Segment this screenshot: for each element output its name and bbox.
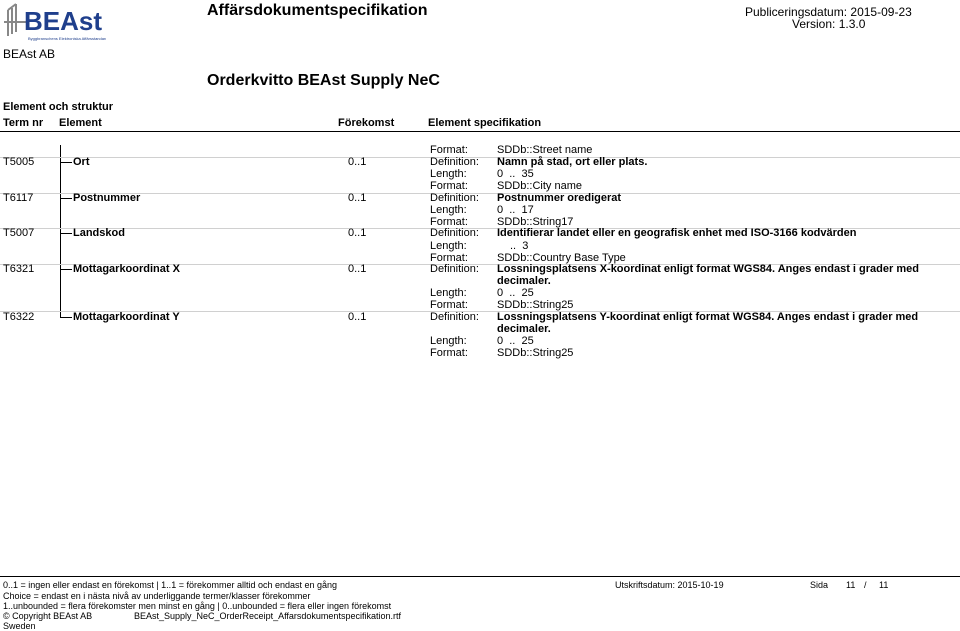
- tree-branch: [60, 317, 72, 318]
- pubdate-value: 2015-09-23: [850, 5, 912, 19]
- footer-legend-1: 0..1 = ingen eller endast en förekomst | 1..1 = förekommer alltid och endast en gång: [3, 580, 338, 590]
- row-element-name: Landskod: [73, 227, 125, 239]
- row-format-label: Format:: [430, 252, 468, 264]
- column-term-nr: Term nr: [3, 117, 44, 129]
- row-element-name: Mottagarkoordinat X: [73, 263, 180, 275]
- page-separator: /: [864, 580, 867, 590]
- row-length-label: Length:: [430, 168, 467, 180]
- row-occurrence: 0..1: [348, 156, 367, 168]
- row-length: 0 .. 25: [497, 287, 534, 299]
- row-definition: Lossningsplatsens X-koordinat enligt format WGS84. Anges endast i grader med: [497, 263, 919, 275]
- tree-connector: [60, 145, 61, 317]
- row-term: T5005: [3, 156, 35, 168]
- tree-branch: [60, 162, 72, 163]
- row-format-label: Format:: [430, 180, 468, 192]
- tree-branch: [60, 198, 72, 199]
- row-occurrence: 0..1: [348, 263, 367, 275]
- message-title: Orderkvitto BEAst Supply NeC: [207, 72, 440, 89]
- page-current: 11: [846, 580, 856, 590]
- logo-tagline: Byggbranschens Elektroniska Affärsstandard: [28, 36, 106, 41]
- row-definition-label: Definition:: [430, 227, 479, 239]
- beast-logo-graphic: [2, 2, 106, 42]
- row-definition: Postnummer oredigerat: [497, 192, 622, 204]
- footer-copyright: © Copyright BEAst AB: [3, 611, 93, 621]
- footer-country: Sweden: [3, 621, 36, 631]
- row-definition-label: Definition:: [430, 263, 479, 275]
- row-format-label: Format:: [430, 347, 468, 359]
- row-format: SDDb::String25: [497, 299, 574, 311]
- version: [792, 17, 865, 31]
- column-element-spec: Element specifikation: [428, 117, 542, 129]
- row-definition: Identifierar landet eller en geografisk enhet med ISO-3166 kodvärden: [497, 227, 857, 239]
- row-term: T5007: [3, 227, 35, 239]
- row-length: .. 3: [510, 240, 529, 252]
- row-format: SDDb::City name: [497, 180, 582, 192]
- section-heading: Element och struktur: [3, 101, 114, 113]
- row-occurrence: 0..1: [348, 192, 367, 204]
- printdate-value: 2015-10-19: [677, 580, 724, 590]
- printdate-label: Utskriftsdatum:: [615, 580, 676, 590]
- footer-filename: BEAst_Supply_NeC_OrderReceipt_Affarsdokumentspecifikation.rtf: [134, 611, 401, 621]
- page-total: 11: [879, 580, 889, 590]
- column-element: Element: [59, 117, 102, 129]
- beast-logo: [2, 2, 106, 42]
- row-length-label: Length:: [430, 240, 467, 252]
- row-element-name: Mottagarkoordinat Y: [73, 311, 180, 323]
- logo-wordmark: BEAst: [24, 6, 103, 36]
- tree-branch: [60, 269, 72, 270]
- row-format-label: Format:: [430, 216, 468, 228]
- document-title: Affärsdokumentspecifikation: [207, 2, 428, 19]
- row-separator: [0, 193, 960, 194]
- column-forekomst: Förekomst: [338, 117, 395, 129]
- row-definition-label: Definition:: [430, 192, 479, 204]
- row-term: T6321: [3, 263, 35, 275]
- row-definition-label: Definition:: [430, 311, 479, 323]
- row-term: T6117: [3, 192, 34, 204]
- row-length: 0 .. 17: [497, 204, 534, 216]
- row-format: SDDb::String25: [497, 347, 574, 359]
- row-length-label: Length:: [430, 287, 467, 299]
- row-element-name: Postnummer: [73, 192, 141, 204]
- row-format-label: Format:: [430, 299, 468, 311]
- row-separator: [0, 157, 960, 158]
- version-label: Version:: [792, 17, 836, 31]
- row-length-label: Length:: [430, 335, 467, 347]
- row-definition-cont: decimaler.: [497, 323, 551, 335]
- row-occurrence: 0..1: [348, 311, 367, 323]
- carryover-format-value: SDDb::Street name: [497, 144, 593, 156]
- row-term: T6322: [3, 311, 35, 323]
- row-length-label: Length:: [430, 204, 467, 216]
- footer-legend-3: 1..unbounded = flera förekomster men minst en gång | 0..unbounded = flera eller ingen förekomst: [3, 601, 392, 611]
- row-definition-cont: decimaler.: [497, 275, 551, 287]
- row-length: 0 .. 25: [497, 335, 534, 347]
- row-format: SDDb::String17: [497, 216, 574, 228]
- row-length: 0 .. 35: [497, 168, 534, 180]
- pubdate-label: Publiceringsdatum:: [745, 5, 848, 19]
- row-definition: Namn på stad, ort eller plats.: [497, 156, 648, 168]
- version-value: 1.3.0: [838, 17, 866, 31]
- row-definition-label: Definition:: [430, 156, 479, 168]
- tree-branch: [60, 233, 72, 234]
- row-element-name: Ort: [73, 156, 90, 168]
- company-name: BEAst AB: [3, 47, 56, 61]
- row-format: SDDb::Country Base Type: [497, 252, 626, 264]
- header-divider: [0, 131, 960, 132]
- row-definition: Lossningsplatsens Y-koordinat enligt format WGS84. Anges endast i grader med: [497, 311, 919, 323]
- row-occurrence: 0..1: [348, 227, 367, 239]
- carryover-format-label: Format:: [430, 144, 468, 156]
- footer-divider: [0, 576, 960, 577]
- page-label: Sida: [810, 580, 829, 590]
- print-date: [615, 580, 724, 590]
- footer-legend-2: Choice = endast en i nästa nivå av underliggande termer/klasser förekommer: [3, 591, 311, 601]
